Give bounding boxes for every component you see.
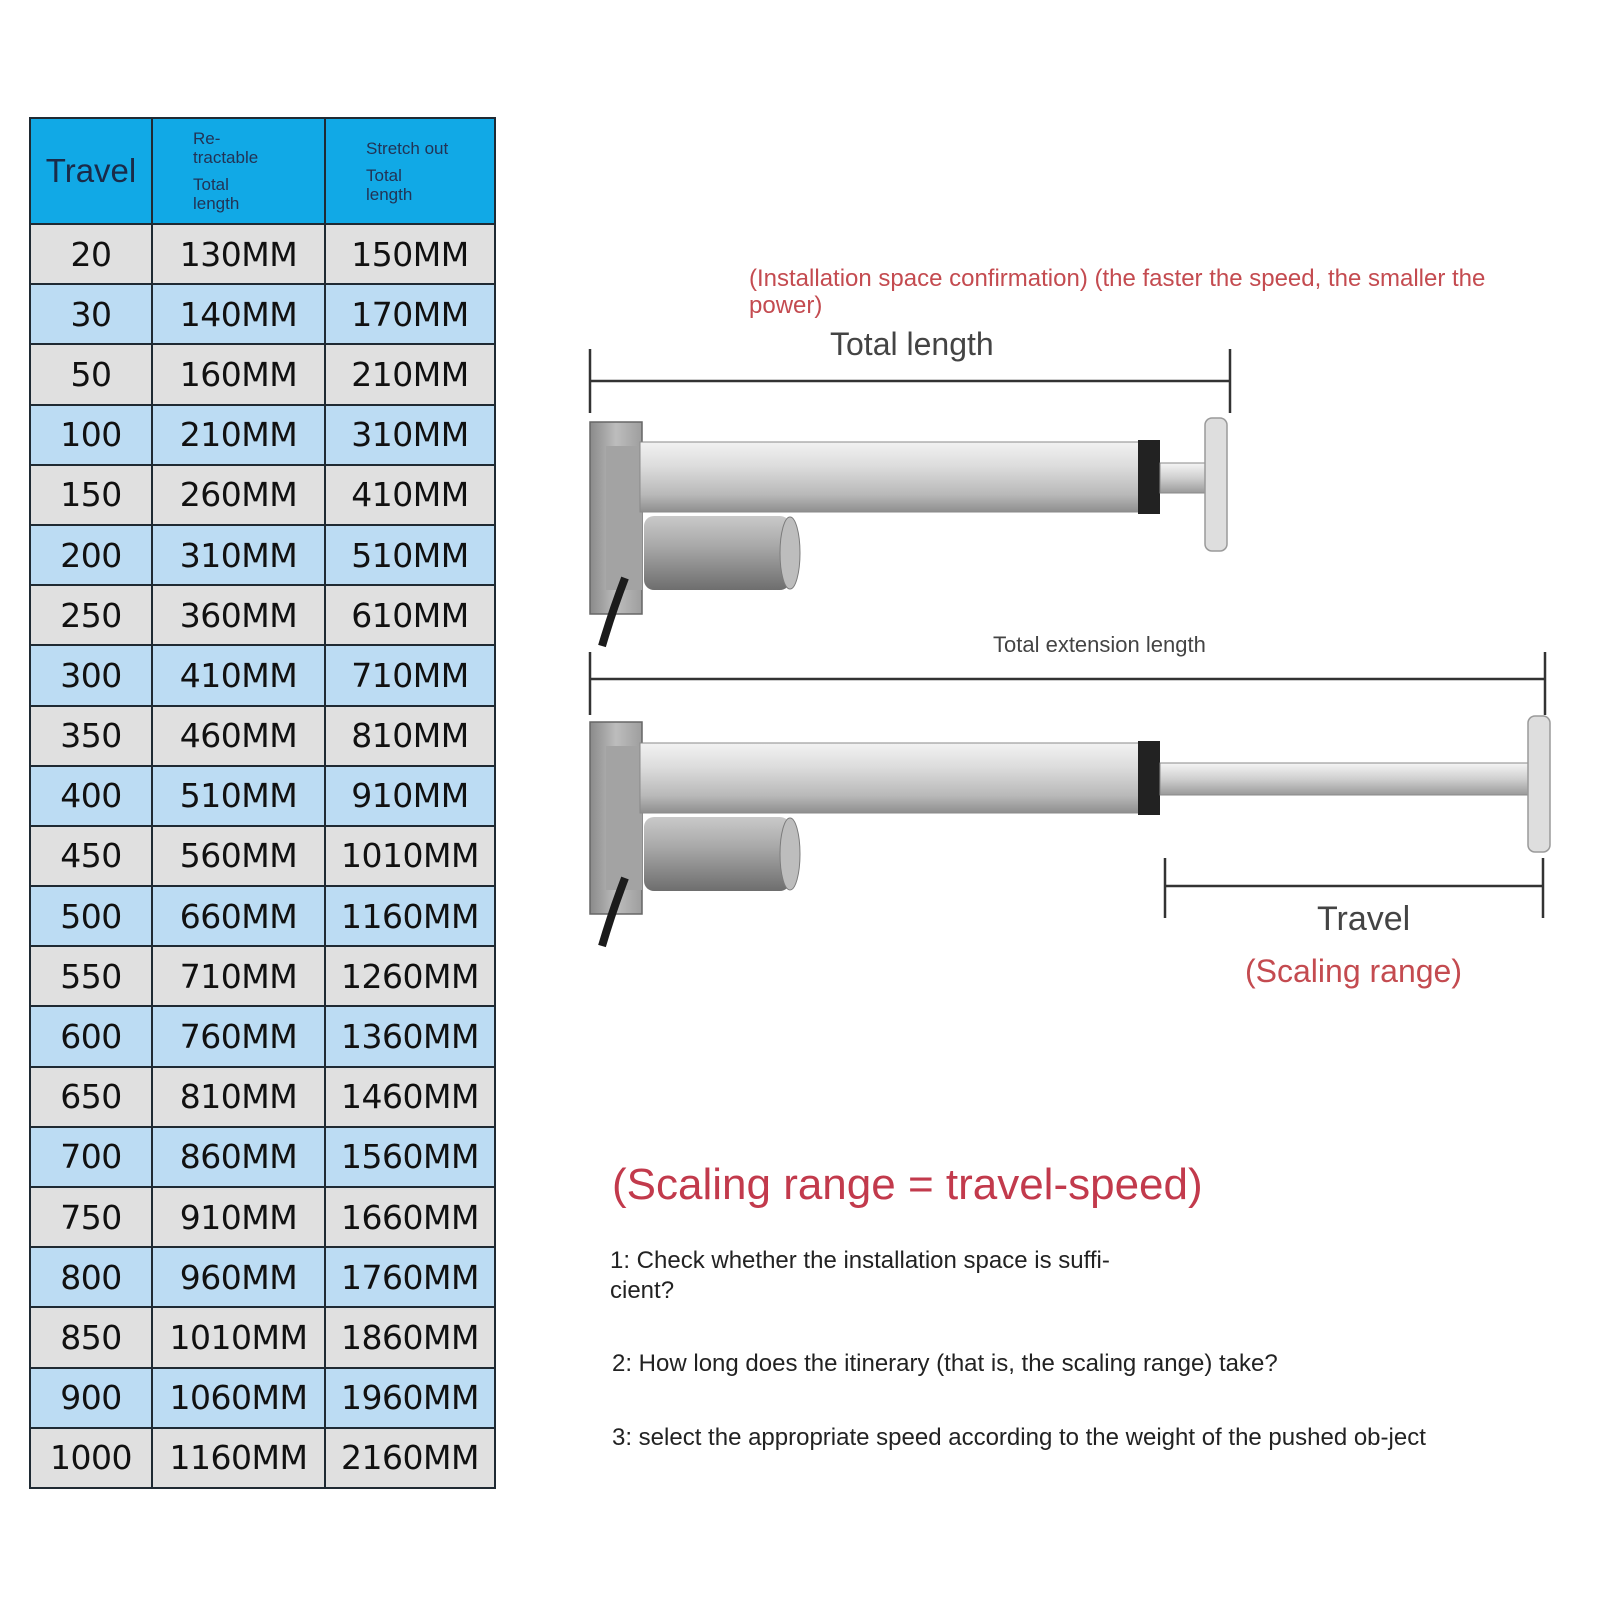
cell-retracted-length: 160MM [152, 344, 325, 404]
cell-extended-length: 1660MM [325, 1187, 495, 1247]
table-row [30, 826, 495, 886]
cell-extended-length: 710MM [325, 645, 495, 705]
table-row [30, 1247, 495, 1307]
cell-extended-length: 1760MM [325, 1247, 495, 1307]
cell-travel: 550 [30, 946, 152, 1006]
scaling-formula: (Scaling range = travel-speed) [612, 1160, 1203, 1209]
cell-travel: 850 [30, 1307, 152, 1367]
cell-extended-length: 810MM [325, 706, 495, 766]
table-row [30, 706, 495, 766]
header-retractable-line2: Total length [193, 175, 240, 213]
cell-retracted-length: 130MM [152, 224, 325, 284]
cell-retracted-length: 260MM [152, 465, 325, 525]
cell-retracted-length: 140MM [152, 284, 325, 344]
cell-retracted-length: 1010MM [152, 1307, 325, 1367]
header-retractable [152, 118, 325, 224]
cell-extended-length: 1860MM [325, 1307, 495, 1367]
cell-retracted-length: 860MM [152, 1127, 325, 1187]
table-row [30, 344, 495, 404]
cell-retracted-length: 410MM [152, 645, 325, 705]
cell-travel: 50 [30, 344, 152, 404]
cell-travel: 300 [30, 645, 152, 705]
cell-extended-length: 1360MM [325, 1006, 495, 1066]
table-row [30, 1187, 495, 1247]
cell-travel: 400 [30, 766, 152, 826]
cell-extended-length: 1460MM [325, 1067, 495, 1127]
step-2-text: 2: How long does the itinerary (that is, the scaling range) take? [612, 1350, 1278, 1377]
cell-travel: 350 [30, 706, 152, 766]
travel-label: Travel [1317, 900, 1411, 938]
table-row [30, 465, 495, 525]
cell-extended-length: 510MM [325, 525, 495, 585]
cell-retracted-length: 1160MM [152, 1428, 325, 1488]
cell-extended-length: 610MM [325, 585, 495, 645]
cell-travel: 250 [30, 585, 152, 645]
cell-travel: 900 [30, 1368, 152, 1428]
table-header-row [30, 118, 495, 224]
actuator-retracted [590, 418, 1227, 646]
cell-extended-length: 910MM [325, 766, 495, 826]
table-row [30, 886, 495, 946]
table-row [30, 585, 495, 645]
cell-extended-length: 170MM [325, 284, 495, 344]
cell-retracted-length: 210MM [152, 405, 325, 465]
cell-extended-length: 1960MM [325, 1368, 495, 1428]
cell-retracted-length: 910MM [152, 1187, 325, 1247]
extension-length-dimension [590, 652, 1545, 715]
cell-travel: 30 [30, 284, 152, 344]
total-extension-length-label: Total extension length [993, 632, 1206, 657]
header-travel: Travel [30, 118, 152, 224]
cell-retracted-length: 310MM [152, 525, 325, 585]
table-row [30, 525, 495, 585]
cell-retracted-length: 960MM [152, 1247, 325, 1307]
cell-extended-length: 410MM [325, 465, 495, 525]
cell-travel: 200 [30, 525, 152, 585]
table-row [30, 1006, 495, 1066]
cell-travel: 700 [30, 1127, 152, 1187]
cell-retracted-length: 360MM [152, 585, 325, 645]
table-row [30, 1067, 495, 1127]
cell-travel: 650 [30, 1067, 152, 1127]
cell-retracted-length: 460MM [152, 706, 325, 766]
table-row [30, 405, 495, 465]
table-row [30, 284, 495, 344]
table-row [30, 1368, 495, 1428]
cell-retracted-length: 710MM [152, 946, 325, 1006]
cell-retracted-length: 1060MM [152, 1368, 325, 1428]
spec-table [29, 117, 496, 1489]
header-stretch [325, 118, 495, 224]
header-retractable-line1: Re-tractable [193, 129, 259, 167]
cell-travel: 750 [30, 1187, 152, 1247]
table-row [30, 645, 495, 705]
step-3-text: 3: select the appropriate speed according to the weight of the pushed ob-ject [612, 1424, 1426, 1451]
cell-extended-length: 1010MM [325, 826, 495, 886]
cell-travel: 500 [30, 886, 152, 946]
table-row [30, 1127, 495, 1187]
step-1-text: 1: Check whether the installation space is suffi-cient? [610, 1247, 1110, 1304]
cell-retracted-length: 760MM [152, 1006, 325, 1066]
table-body [30, 224, 495, 1488]
cell-retracted-length: 660MM [152, 886, 325, 946]
cell-travel: 800 [30, 1247, 152, 1307]
cell-extended-length: 1560MM [325, 1127, 495, 1187]
cell-retracted-length: 560MM [152, 826, 325, 886]
header-stretch-line1: Stretch out [366, 138, 449, 158]
scaling-range-label: (Scaling range) [1245, 953, 1462, 989]
cell-travel: 600 [30, 1006, 152, 1066]
cell-travel: 150 [30, 465, 152, 525]
table-row [30, 224, 495, 284]
cell-travel: 1000 [30, 1428, 152, 1488]
table-row [30, 1428, 495, 1488]
cell-extended-length: 2160MM [325, 1428, 495, 1488]
table-row [30, 766, 495, 826]
cell-retracted-length: 810MM [152, 1067, 325, 1127]
cell-extended-length: 1160MM [325, 886, 495, 946]
cell-extended-length: 310MM [325, 405, 495, 465]
cell-travel: 450 [30, 826, 152, 886]
table-row [30, 946, 495, 1006]
cell-travel: 100 [30, 405, 152, 465]
total-length-label: Total length [830, 326, 994, 362]
cell-retracted-length: 510MM [152, 766, 325, 826]
table-row [30, 1307, 495, 1367]
cell-travel: 20 [30, 224, 152, 284]
cell-extended-length: 1260MM [325, 946, 495, 1006]
installation-note: (Installation space confirmation) (the faster the speed, the smaller the power) [749, 265, 1486, 319]
cell-extended-length: 210MM [325, 344, 495, 404]
cell-extended-length: 150MM [325, 224, 495, 284]
header-stretch-line2: Total length [366, 165, 413, 204]
